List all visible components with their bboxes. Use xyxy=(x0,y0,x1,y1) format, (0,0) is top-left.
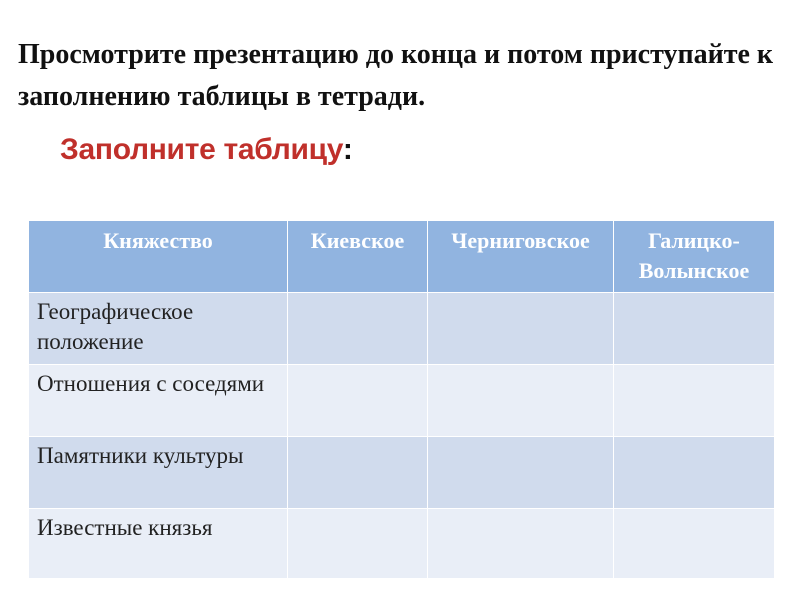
fill-in-table xyxy=(28,220,775,579)
table-row xyxy=(29,509,775,579)
table-row xyxy=(29,365,775,437)
table-row xyxy=(29,293,775,365)
header-principality: Княжество xyxy=(29,221,288,293)
table-cell xyxy=(288,509,428,579)
row-label-princes: Известные князья xyxy=(29,509,288,579)
slide-heading: Просмотрите презентацию до конца и потом приступайте к заполнению таблицы в тетради. xyxy=(18,39,774,112)
slide-subheading xyxy=(60,130,353,170)
table-cell xyxy=(614,293,775,365)
subheading-colon: : xyxy=(342,133,353,166)
subheading-text: Заполните таблицу xyxy=(60,133,343,166)
table-cell xyxy=(428,437,614,509)
table-cell xyxy=(614,509,775,579)
header-chernigov: Черниговское xyxy=(428,221,614,293)
table-cell xyxy=(428,365,614,437)
header-kiev: Киевское xyxy=(288,221,428,293)
row-label-geography: Географическое положение xyxy=(29,293,288,365)
row-label-monuments: Памятники культуры xyxy=(29,437,288,509)
header-galicia-volhynia: Галицко-Волынское xyxy=(614,221,775,293)
table-cell xyxy=(428,293,614,365)
table-cell xyxy=(288,365,428,437)
row-label-relations: Отношения с соседями xyxy=(29,365,288,437)
table-cell xyxy=(428,509,614,579)
table-row xyxy=(29,437,775,509)
table-cell xyxy=(614,437,775,509)
table-cell xyxy=(288,293,428,365)
table-cell xyxy=(288,437,428,509)
table-header-row xyxy=(29,221,775,293)
table-cell xyxy=(614,365,775,437)
